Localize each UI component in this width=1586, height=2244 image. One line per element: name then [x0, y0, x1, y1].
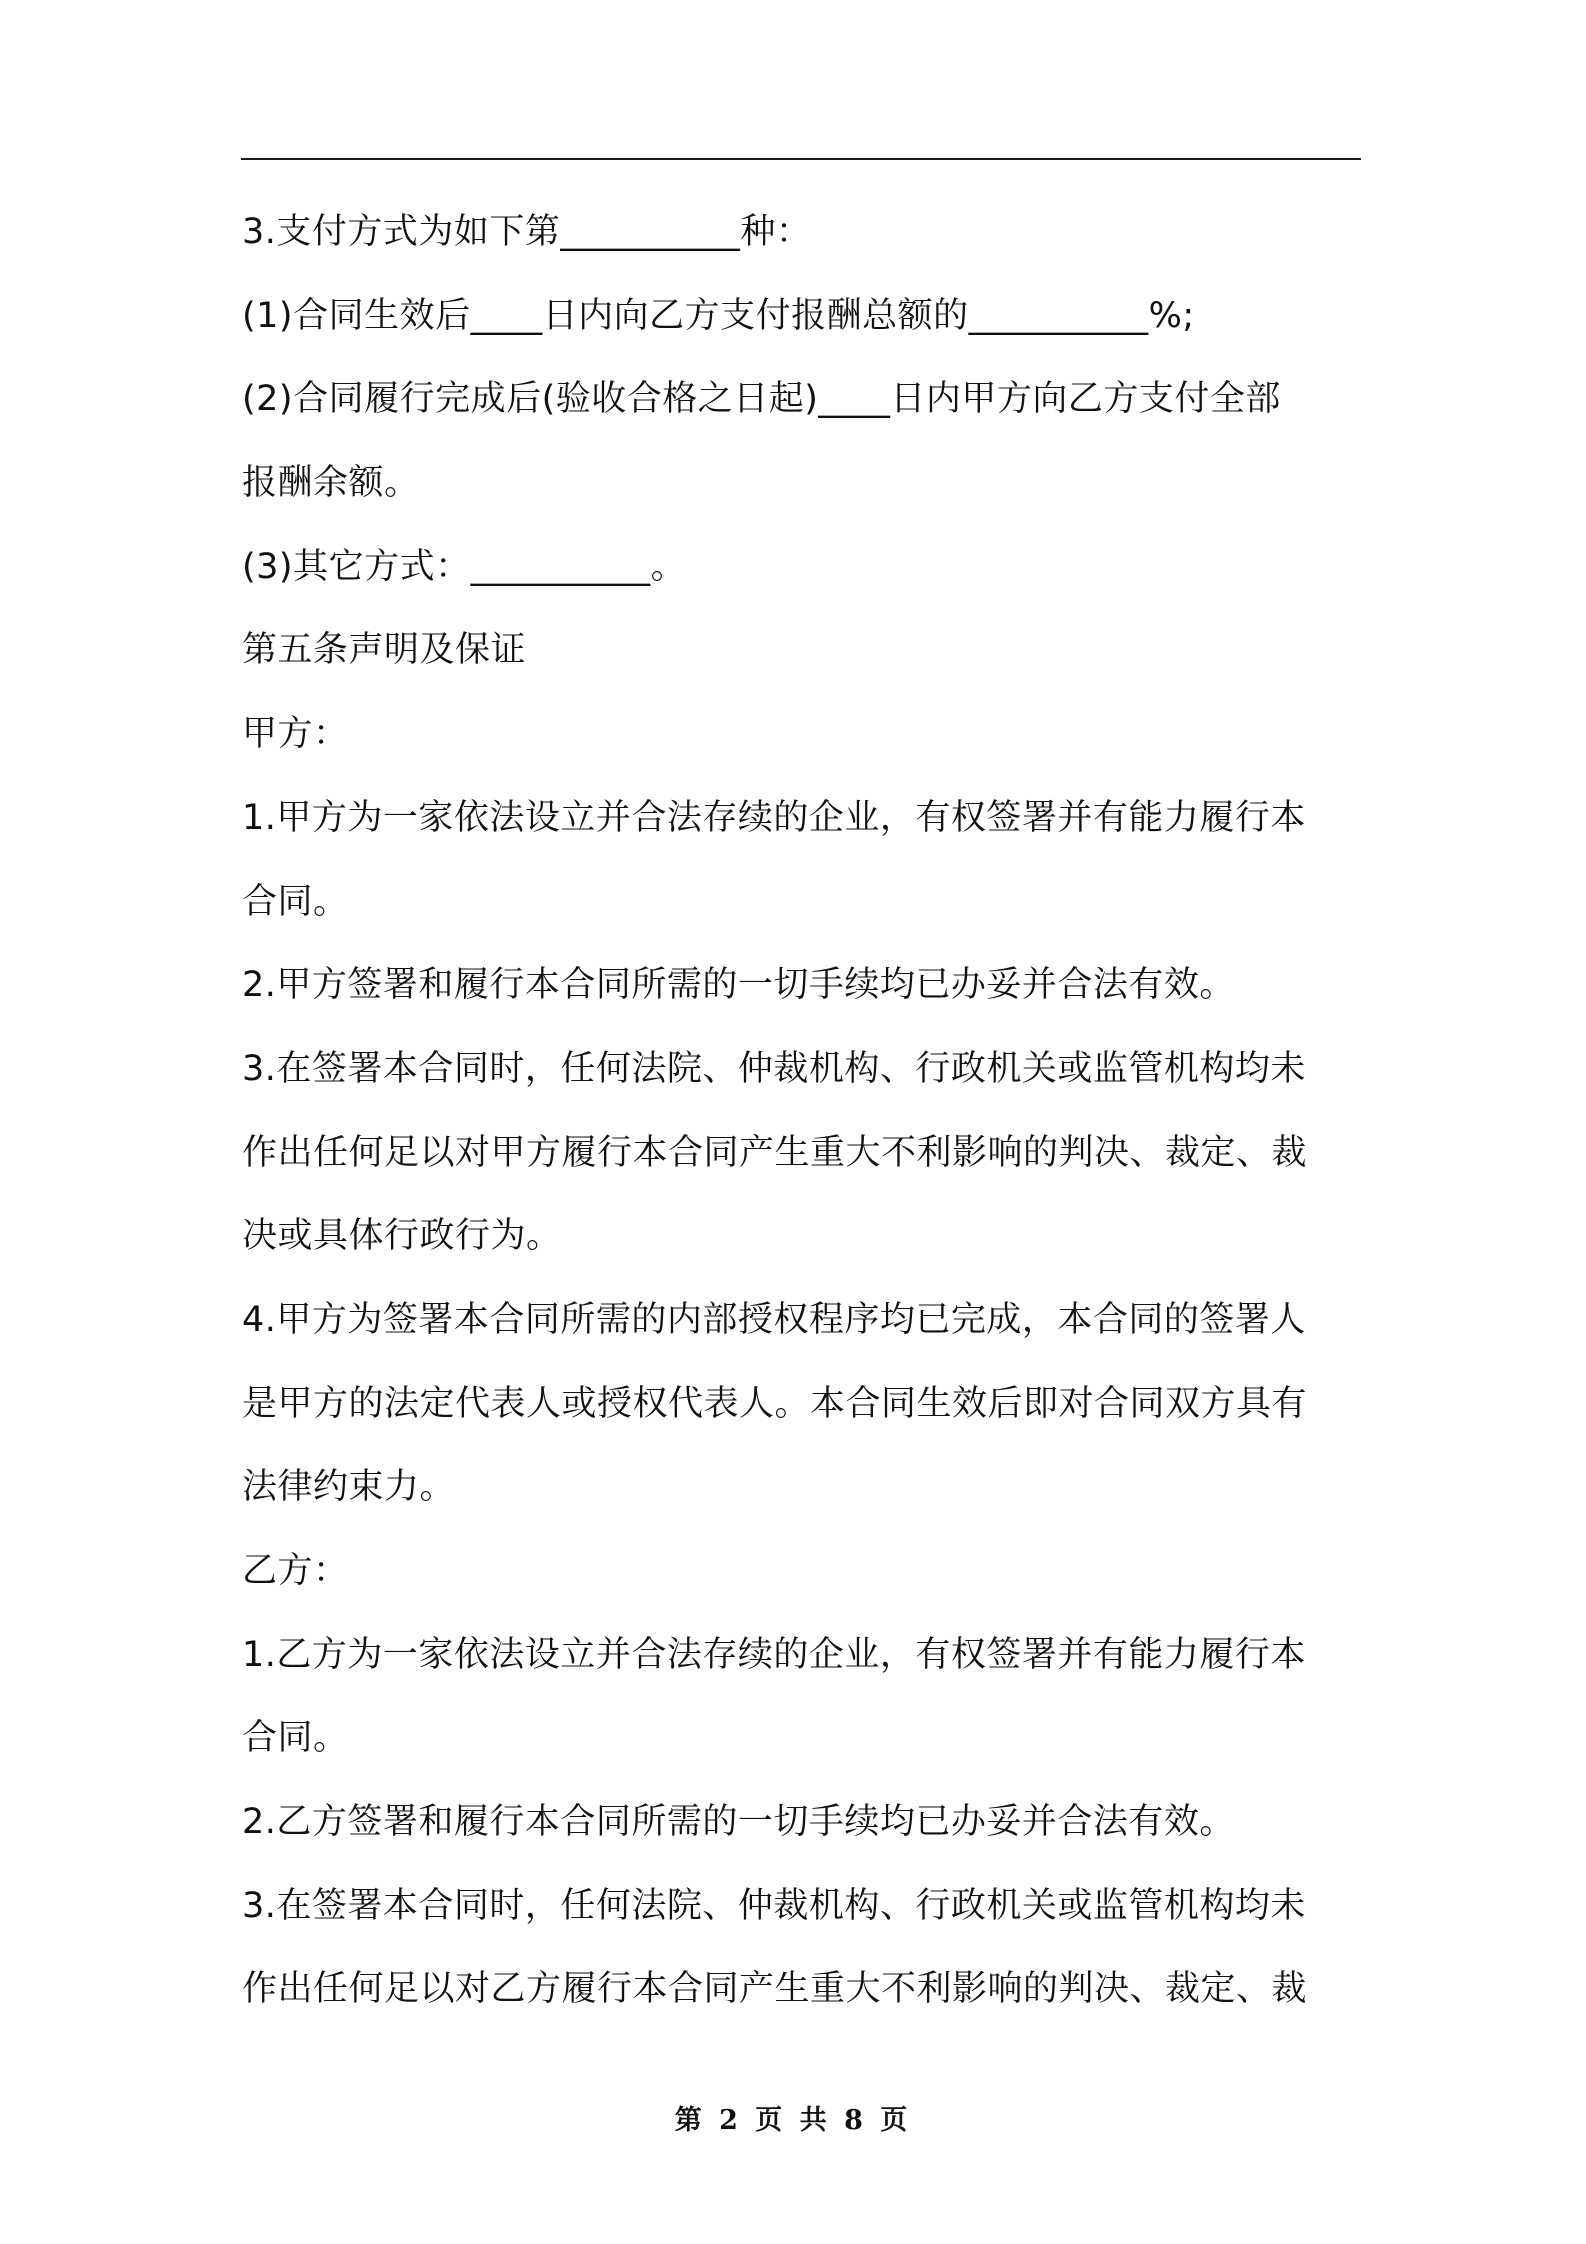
paragraph-line: 3.支付方式为如下第__________种：	[242, 212, 812, 252]
party-heading-a: 甲方：	[242, 714, 349, 755]
paragraph-line: 报酬余额。	[242, 463, 420, 504]
paragraph-line: (2)合同履行完成后(验收合格之日起)____日内甲方向乙方支付全部	[242, 379, 1281, 420]
paragraph-line: 是甲方的法定代表人或授权代表人。本合同生效后即对合同双方具有	[242, 1383, 1308, 1424]
paragraph-line: 合同。	[242, 1718, 349, 1759]
paragraph-line: 2.乙方签署和履行本合同所需的一切手续均已办妥并合法有效。	[242, 1802, 1235, 1843]
paragraph-line: 作出任何足以对甲方履行本合同产生重大不利影响的判决、裁定、裁	[242, 1132, 1308, 1173]
paragraph-line: 3.在签署本合同时，任何法院、仲裁机构、行政机关或监管机构均未	[242, 1885, 1306, 1926]
paragraph-line: 2.甲方签署和履行本合同所需的一切手续均已办妥并合法有效。	[242, 965, 1235, 1006]
document-body	[242, 200, 1362, 2041]
paragraph-line: 决或具体行政行为。	[242, 1216, 562, 1257]
paragraph-line: (3)其它方式：__________。	[242, 546, 687, 587]
paragraph-line: 3.在签署本合同时，任何法院、仲裁机构、行政机关或监管机构均未	[242, 1048, 1306, 1089]
paragraph-line: 4.甲方为签署本合同所需的内部授权程序均已完成，本合同的签署人	[242, 1299, 1306, 1340]
page-number-footer: 第 2 页 共 8 页	[674, 2105, 912, 2136]
party-heading-b: 乙方：	[242, 1551, 349, 1591]
paragraph-line: 法律约束力。	[242, 1467, 456, 1508]
paragraph-line: 合同。	[242, 881, 349, 922]
paragraph-line: 1.乙方为一家依法设立并合法存续的企业，有权签署并有能力履行本	[242, 1634, 1306, 1675]
paragraph-line: 作出任何足以对乙方履行本合同产生重大不利影响的判决、裁定、裁	[242, 1969, 1308, 2010]
section-heading: 第五条声明及保证	[242, 630, 527, 671]
paragraph-line: (1)合同生效后____日内向乙方支付报酬总额的__________%;	[242, 295, 1195, 336]
header-rule	[241, 158, 1361, 160]
paragraph-line: 1.甲方为一家依法设立并合法存续的企业，有权签署并有能力履行本	[242, 797, 1306, 838]
